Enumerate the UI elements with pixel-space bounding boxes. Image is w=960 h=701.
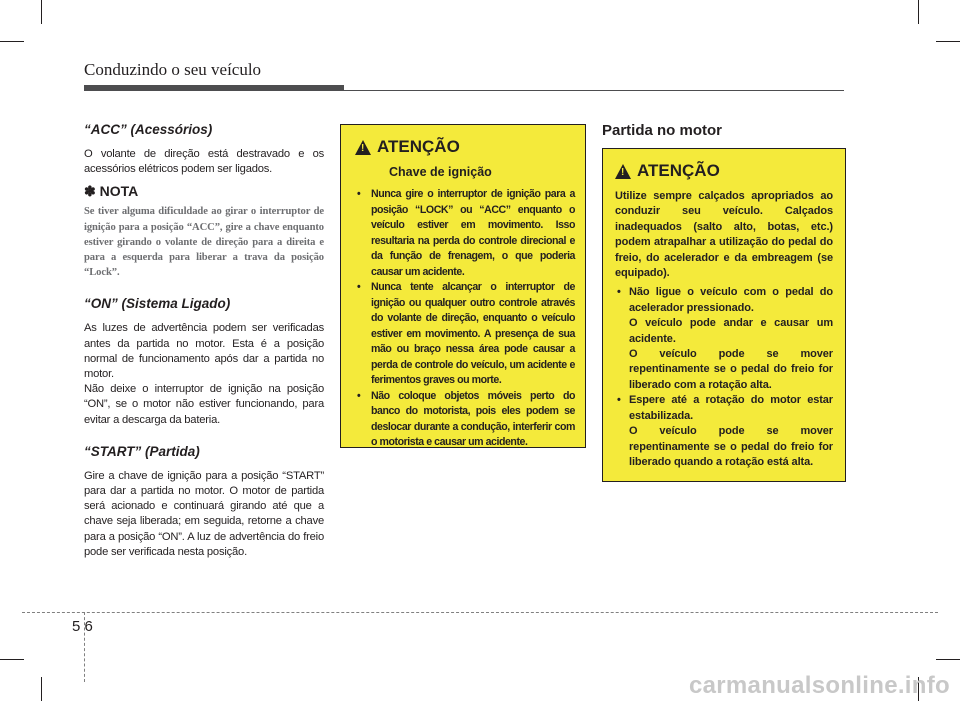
- warning-box-footwear: [602, 148, 846, 482]
- on-paragraph-2: Não deixe o interruptor de ignição na posição “ON”, se o motor não estiver funcionando, para evitar a descarga da bateria.: [84, 383, 324, 426]
- on-text: [84, 321, 324, 427]
- page-number: 5 6: [72, 618, 93, 635]
- list-item: • Não coloque objetos móveis perto do banco do motorista, pois eles podem se deslocar durante a condução, interferir com o motorista e causar um acidente.: [355, 389, 575, 451]
- warning-triangle-icon: !: [355, 140, 371, 155]
- warning-heading: ! ATENÇÃO: [615, 161, 833, 181]
- warning-list: [355, 187, 575, 451]
- crop-mark: [936, 41, 960, 42]
- on-paragraph-1: As luzes de advertência podem ser verificadas antes da partida no motor. Esta é a posição normal de funcionamento após dar a partida no motor.: [84, 322, 324, 381]
- crop-mark: [0, 659, 24, 660]
- start-text: Gire a chave de ignição para a posição “START” para dar a partida no motor. O motor de partida será acionado e continuará girando até que a chave seja liberada; em seguida, retorne a chave para a posição “ON”. A luz de advertência do freio pode ser verificada nesta posição.: [84, 469, 324, 558]
- list-item: • Nunca tente alcançar o interruptor de ignição ou qualquer outro controle através do volante de direção, enquanto o veículo estiver em movimento. A presença de sua mão ou braço nessa área pode causar a perda de controle do veículo, um acidente e ferimentos graves ou morte.: [355, 280, 575, 389]
- crop-mark: [41, 0, 42, 24]
- list-item: • Não ligue o veículo com o pedal do acelerador pressionado. O veículo pode andar e causar um acidente. O veículo pode se mover repentinamente se o pedal do freio for liberado com a rotação alta.: [615, 285, 833, 393]
- nota-text: Se tiver alguma dificuldade ao girar o interruptor de ignição para a posição “ACC”, gire a chave enquanto estiver girando o volante de direção para a direita e para a esquerda para liberar a trava da posição “Lock”.: [84, 206, 324, 279]
- warning-triangle-icon: !: [615, 164, 631, 179]
- header-rule: [344, 90, 844, 91]
- partida-title: Partida no motor: [602, 122, 723, 139]
- list-item: • Espere até a rotação do motor estar estabilizada. O veículo pode se mover repentinamente se o pedal do freio for liberado quando a rotação está alta.: [615, 393, 833, 470]
- page-header-title: Conduzindo o seu veículo: [84, 60, 262, 79]
- header-bar: [84, 85, 344, 91]
- on-title: “ON” (Sistema Ligado): [84, 296, 231, 312]
- crop-mark: [936, 659, 960, 660]
- warning-box-ignition: [340, 124, 586, 448]
- acc-title: “ACC” (Acessórios): [84, 122, 213, 137]
- warning-list: [615, 285, 833, 470]
- left-column: [84, 122, 324, 560]
- watermark: carmanualsonline.info: [688, 672, 950, 699]
- footer-rule: [22, 612, 938, 613]
- crop-mark: [918, 0, 919, 24]
- crop-mark: [0, 41, 24, 42]
- list-item: • Nunca gire o interruptor de ignição para a posição “LOCK” ou “ACC” enquanto o veículo estiver em movimento. Isso resultaria na perda do controle direcional e da função de frenagem, o que poderia causar um acidente.: [355, 187, 575, 280]
- start-title: “START” (Partida): [84, 443, 200, 459]
- warning-subtitle: Chave de ignição: [389, 165, 492, 179]
- crop-mark: [41, 677, 42, 701]
- acc-text: O volante de direção está destravado e os acessórios elétricos podem ser ligados.: [84, 148, 324, 176]
- warning-intro: Utilize sempre calçados apropriados ao conduzir seu veículo. Calçados inadequados (salto alto, botas, etc.) podem atrapalhar a utilização do pedal do freio, do acelerador e da embreagem (se equipado).: [615, 190, 833, 280]
- warning-heading: ! ATENÇÃO: [355, 137, 575, 157]
- nota-title: ✽ NOTA: [84, 183, 139, 200]
